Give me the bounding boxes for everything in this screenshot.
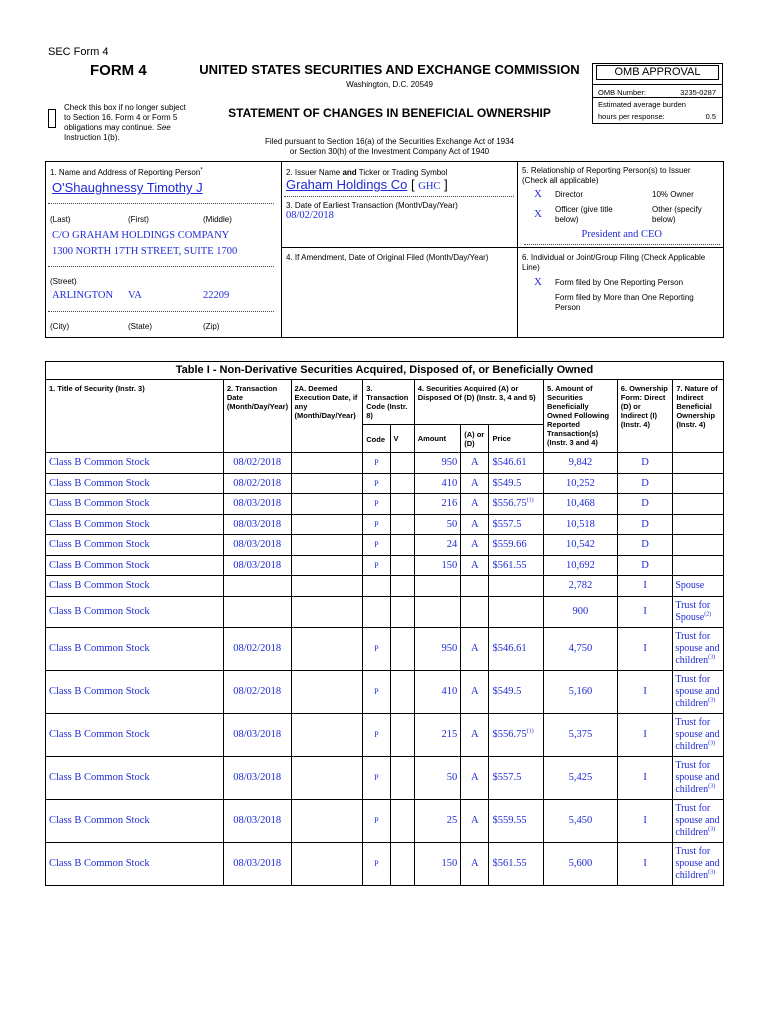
- nature-cell: Trust for spouse and children$^{(3)}$: [673, 842, 724, 885]
- box2-label: 2. Issuer Name and Ticker or Trading Symbol: [286, 168, 448, 177]
- col-title-header: 1. Title of Security (Instr. 3): [46, 380, 224, 453]
- transaction-code-cell: P: [363, 514, 390, 535]
- owned-following-cell: 5,425: [544, 756, 618, 799]
- nature-cell: [673, 453, 724, 474]
- v-cell: [390, 576, 414, 597]
- transaction-date-cell: [223, 596, 291, 627]
- ownership-form-cell: I: [617, 627, 673, 670]
- amount-cell: 215: [414, 713, 460, 756]
- agency-title: UNITED STATES SECURITIES AND EXCHANGE COMMISSION: [199, 62, 580, 77]
- acquired-disposed-cell: [461, 576, 489, 597]
- price-cell: $546.61: [489, 627, 544, 670]
- ownership-form-cell: I: [617, 713, 673, 756]
- ownership-form-cell: I: [617, 576, 673, 597]
- ticker-symbol: GHC: [418, 181, 441, 192]
- nature-cell: Trust for spouse and children$^{(3)}$: [673, 799, 724, 842]
- acquired-disposed-cell: A: [461, 713, 489, 756]
- nature-cell: [673, 473, 724, 494]
- owned-following-cell: 900: [544, 596, 618, 627]
- other-label: Other (specify below): [652, 205, 702, 224]
- owned-following-cell: 10,252: [544, 473, 618, 494]
- price-cell: [489, 596, 544, 627]
- form-title: FORM 4: [90, 62, 147, 79]
- v-cell: [390, 627, 414, 670]
- amount-cell: [414, 576, 460, 597]
- issuer-name[interactable]: Graham Holdings Co: [286, 177, 408, 192]
- table-1-title: Table I - Non-Derivative Securities Acquired, Disposed of, or Beneficially Owned: [46, 362, 724, 380]
- table-row: [46, 713, 724, 756]
- security-title-cell: Class B Common Stock: [46, 494, 224, 515]
- city-label: (City): [50, 322, 70, 331]
- omb-number-label: OMB Number:: [598, 88, 646, 97]
- amount-cell: 950: [414, 627, 460, 670]
- security-title-cell: Class B Common Stock: [46, 799, 224, 842]
- sub-amount-header: Amount: [414, 425, 460, 453]
- ownership-form-cell: I: [617, 670, 673, 713]
- director-mark[interactable]: X: [534, 188, 542, 200]
- table-row: [46, 627, 724, 670]
- first-label: (First): [128, 215, 149, 224]
- price-cell: $561.55: [489, 555, 544, 576]
- transaction-date-cell: 08/03/2018: [223, 842, 291, 885]
- amount-cell: 24: [414, 535, 460, 556]
- ten-percent-owner-label: 10% Owner: [652, 190, 694, 199]
- nature-cell: [673, 494, 724, 515]
- transaction-date-cell: 08/02/2018: [223, 670, 291, 713]
- nature-cell: Trust for spouse and children$^{(3)}$: [673, 713, 724, 756]
- transaction-code-cell: P: [363, 799, 390, 842]
- security-title-cell: Class B Common Stock: [46, 473, 224, 494]
- owned-following-cell: 10,468: [544, 494, 618, 515]
- security-title-cell: Class B Common Stock: [46, 627, 224, 670]
- transaction-code-cell: P: [363, 494, 390, 515]
- price-cell: $557.5: [489, 756, 544, 799]
- ownership-form-cell: D: [617, 514, 673, 535]
- transaction-date-cell: 08/03/2018: [223, 535, 291, 556]
- security-title-cell: Class B Common Stock: [46, 555, 224, 576]
- col-nature-header: 7. Nature of Indirect Beneficial Ownership (Instr. 4): [673, 380, 724, 453]
- box5-label: 5. Relationship of Reporting Person(s) to Issuer (Check all applicable): [522, 166, 691, 185]
- owned-following-cell: 5,160: [544, 670, 618, 713]
- owned-following-cell: 2,782: [544, 576, 618, 597]
- no-longer-subject-checkbox[interactable]: [48, 109, 56, 128]
- street-label: (Street): [50, 277, 77, 286]
- zip-label: (Zip): [203, 322, 220, 331]
- amount-cell: 410: [414, 670, 460, 713]
- v-cell: [390, 535, 414, 556]
- deemed-date-cell: [291, 473, 363, 494]
- transaction-date-cell: 08/03/2018: [223, 494, 291, 515]
- nature-cell: [673, 514, 724, 535]
- acquired-disposed-cell: [461, 596, 489, 627]
- amount-cell: [414, 596, 460, 627]
- transaction-code-cell: P: [363, 473, 390, 494]
- price-cell: $556.75$^{(1)}$: [489, 494, 544, 515]
- amount-cell: 50: [414, 756, 460, 799]
- ownership-form-cell: I: [617, 842, 673, 885]
- col-code-header: 3. Transaction Code (Instr. 8): [363, 380, 415, 425]
- table-1-non-derivative: [45, 361, 724, 886]
- owned-following-cell: 5,600: [544, 842, 618, 885]
- owned-following-cell: 4,750: [544, 627, 618, 670]
- ownership-form-cell: I: [617, 799, 673, 842]
- deemed-date-cell: [291, 842, 363, 885]
- transaction-date-cell: [223, 576, 291, 597]
- deemed-date-cell: [291, 756, 363, 799]
- owned-following-cell: 9,842: [544, 453, 618, 474]
- last-label: (Last): [50, 215, 71, 224]
- acquired-disposed-cell: A: [461, 627, 489, 670]
- box3-label: 3. Date of Earliest Transaction (Month/Day/Year): [286, 201, 458, 210]
- table-row: [46, 596, 724, 627]
- box4-label: 4. If Amendment, Date of Original Filed (Month/Day/Year): [286, 253, 489, 262]
- acquired-disposed-cell: A: [461, 473, 489, 494]
- amount-cell: 410: [414, 473, 460, 494]
- nature-cell: Spouse: [673, 576, 724, 597]
- price-cell: $557.5: [489, 514, 544, 535]
- table-row: [46, 842, 724, 885]
- transaction-code-cell: P: [363, 555, 390, 576]
- statement-title: STATEMENT OF CHANGES IN BENEFICIAL OWNERSHIP: [228, 106, 551, 120]
- sub-v-header: V: [390, 425, 414, 453]
- earliest-transaction-date: 08/02/2018: [286, 210, 334, 221]
- one-reporting-label: Form filed by One Reporting Person: [555, 278, 684, 287]
- price-cell: $556.75$^{(1)}$: [489, 713, 544, 756]
- ownership-form-cell: D: [617, 535, 673, 556]
- v-cell: [390, 799, 414, 842]
- deemed-date-cell: [291, 555, 363, 576]
- deemed-date-cell: [291, 670, 363, 713]
- ownership-form-cell: D: [617, 473, 673, 494]
- v-cell: [390, 756, 414, 799]
- owned-following-cell: 5,375: [544, 713, 618, 756]
- one-reporting-mark[interactable]: X: [534, 276, 542, 288]
- deemed-date-cell: [291, 576, 363, 597]
- acquired-disposed-cell: A: [461, 670, 489, 713]
- more-reporting-label: Form filed by More than One Reporting Person: [555, 293, 694, 312]
- sub-code-header: Code: [363, 425, 390, 453]
- transaction-code-cell: P: [363, 842, 390, 885]
- address-line-2: 1300 NORTH 17TH STREET, SUITE 1700: [52, 246, 238, 257]
- table-row: [46, 555, 724, 576]
- table-row: [46, 799, 724, 842]
- zip-value: 22209: [203, 290, 230, 301]
- security-title-cell: Class B Common Stock: [46, 596, 224, 627]
- table-row: [46, 756, 724, 799]
- transaction-code-cell: P: [363, 535, 390, 556]
- table-row: [46, 514, 724, 535]
- transaction-date-cell: 08/02/2018: [223, 627, 291, 670]
- security-title-cell: Class B Common Stock: [46, 453, 224, 474]
- transaction-date-cell: 08/02/2018: [223, 473, 291, 494]
- nature-cell: [673, 555, 724, 576]
- nature-cell: Trust for Spouse$^{(2)}$: [673, 596, 724, 627]
- sec-form-label: SEC Form 4: [48, 46, 109, 58]
- transaction-date-cell: 08/02/2018: [223, 453, 291, 474]
- ownership-form-cell: I: [617, 596, 673, 627]
- state-label: (State): [128, 322, 153, 331]
- owned-following-cell: 5,450: [544, 799, 618, 842]
- amount-cell: 50: [414, 514, 460, 535]
- transaction-code-cell: P: [363, 756, 390, 799]
- reporting-person-name[interactable]: O'Shaughnessy Timothy J: [52, 180, 203, 195]
- box6-label: 6. Individual or Joint/Group Filing (Check Applicable Line): [522, 253, 706, 272]
- deemed-date-cell: [291, 535, 363, 556]
- transaction-date-cell: 08/03/2018: [223, 799, 291, 842]
- issuer-line: Graham Holdings Co [ GHC ]: [286, 177, 448, 192]
- state-value: VA: [128, 290, 142, 301]
- acquired-disposed-cell: A: [461, 453, 489, 474]
- owned-following-cell: 10,692: [544, 555, 618, 576]
- ownership-form-cell: D: [617, 453, 673, 474]
- transaction-date-cell: 08/03/2018: [223, 555, 291, 576]
- deemed-date-cell: [291, 627, 363, 670]
- amount-cell: 216: [414, 494, 460, 515]
- acquired-disposed-cell: A: [461, 555, 489, 576]
- v-cell: [390, 713, 414, 756]
- transaction-date-cell: 08/03/2018: [223, 713, 291, 756]
- transaction-code-cell: [363, 576, 390, 597]
- deemed-date-cell: [291, 596, 363, 627]
- col-deemed-header: 2A. Deemed Execution Date, if any (Month/Day/Year): [291, 380, 363, 453]
- transaction-code-cell: P: [363, 670, 390, 713]
- table-row: [46, 535, 724, 556]
- v-cell: [390, 596, 414, 627]
- sub-price-header: Price: [489, 425, 544, 453]
- price-cell: $549.5: [489, 670, 544, 713]
- acquired-disposed-cell: A: [461, 842, 489, 885]
- price-cell: [489, 576, 544, 597]
- v-cell: [390, 453, 414, 474]
- nature-cell: Trust for spouse and children$^{(3)}$: [673, 670, 724, 713]
- acquired-disposed-cell: A: [461, 756, 489, 799]
- table-row: [46, 670, 724, 713]
- deemed-date-cell: [291, 514, 363, 535]
- col-securities-header: 4. Securities Acquired (A) or Disposed Of (D) (Instr. 3, 4 and 5): [414, 380, 543, 425]
- owned-following-cell: 10,542: [544, 535, 618, 556]
- ownership-form-cell: D: [617, 494, 673, 515]
- acquired-disposed-cell: A: [461, 799, 489, 842]
- price-cell: $561.55: [489, 842, 544, 885]
- security-title-cell: Class B Common Stock: [46, 670, 224, 713]
- transaction-code-cell: P: [363, 713, 390, 756]
- amount-cell: 150: [414, 842, 460, 885]
- omb-burden-label: Estimated average burden: [598, 100, 686, 109]
- officer-label: Officer (give title below): [555, 205, 613, 224]
- deemed-date-cell: [291, 799, 363, 842]
- price-cell: $549.5: [489, 473, 544, 494]
- table-row: [46, 473, 724, 494]
- transaction-code-cell: P: [363, 627, 390, 670]
- officer-title: President and CEO: [581, 229, 662, 240]
- v-cell: [390, 555, 414, 576]
- omb-hours-value: 0.5: [705, 112, 716, 121]
- checkbox-instructions: Check this box if no longer subject to Section 16. Form 4 or Form 5 obligations may continue. See Instruction 1(b).: [64, 103, 186, 142]
- middle-label: (Middle): [203, 215, 232, 224]
- v-cell: [390, 473, 414, 494]
- amount-cell: 150: [414, 555, 460, 576]
- transaction-date-cell: 08/03/2018: [223, 756, 291, 799]
- omb-hours-label: hours per response:: [598, 112, 665, 121]
- ownership-form-cell: D: [617, 555, 673, 576]
- transaction-date-cell: 08/03/2018: [223, 514, 291, 535]
- box1-label: 1. Name and Address of Reporting Person*: [50, 167, 203, 177]
- acquired-disposed-cell: A: [461, 494, 489, 515]
- director-label: Director: [555, 190, 584, 199]
- v-cell: [390, 494, 414, 515]
- v-cell: [390, 514, 414, 535]
- col-form-header: 6. Ownership Form: Direct (D) or Indirect (I) (Instr. 4): [617, 380, 673, 453]
- amount-cell: 25: [414, 799, 460, 842]
- omb-number-value: 3235-0287: [680, 88, 716, 97]
- acquired-disposed-cell: A: [461, 535, 489, 556]
- security-title-cell: Class B Common Stock: [46, 756, 224, 799]
- transaction-code-cell: P: [363, 453, 390, 474]
- v-cell: [390, 670, 414, 713]
- deemed-date-cell: [291, 713, 363, 756]
- omb-title: OMB APPROVAL: [596, 65, 719, 80]
- deemed-date-cell: [291, 494, 363, 515]
- price-cell: $546.61: [489, 453, 544, 474]
- col-owned-header: 5. Amount of Securities Beneficially Owned Following Reported Transaction(s) (Instr. 3 and 4): [544, 380, 618, 453]
- acquired-disposed-cell: A: [461, 514, 489, 535]
- deemed-date-cell: [291, 453, 363, 474]
- security-title-cell: Class B Common Stock: [46, 535, 224, 556]
- table-row: [46, 453, 724, 474]
- security-title-cell: Class B Common Stock: [46, 713, 224, 756]
- price-cell: $559.66: [489, 535, 544, 556]
- officer-mark[interactable]: X: [534, 208, 542, 220]
- nature-cell: Trust for spouse and children$^{(3)}$: [673, 627, 724, 670]
- security-title-cell: Class B Common Stock: [46, 576, 224, 597]
- address-line-1: C/O GRAHAM HOLDINGS COMPANY: [52, 230, 230, 241]
- ownership-form-cell: I: [617, 756, 673, 799]
- security-title-cell: Class B Common Stock: [46, 514, 224, 535]
- sub-ad-header: (A) or (D): [461, 425, 489, 453]
- col-date-header: 2. Transaction Date (Month/Day/Year): [223, 380, 291, 453]
- price-cell: $559.55: [489, 799, 544, 842]
- agency-location: Washington, D.C. 20549: [346, 80, 433, 89]
- table-row: [46, 576, 724, 597]
- amount-cell: 950: [414, 453, 460, 474]
- v-cell: [390, 842, 414, 885]
- filed-pursuant: Filed pursuant to Section 16(a) of the Securities Exchange Act of 1934 or Section 30(h) of the Investment Company Act of 1940: [264, 137, 515, 156]
- table-row: [46, 494, 724, 515]
- security-title-cell: Class B Common Stock: [46, 842, 224, 885]
- nature-cell: [673, 535, 724, 556]
- transaction-code-cell: [363, 596, 390, 627]
- owned-following-cell: 10,518: [544, 514, 618, 535]
- nature-cell: Trust for spouse and children$^{(3)}$: [673, 756, 724, 799]
- city-value: ARLINGTON: [52, 290, 114, 301]
